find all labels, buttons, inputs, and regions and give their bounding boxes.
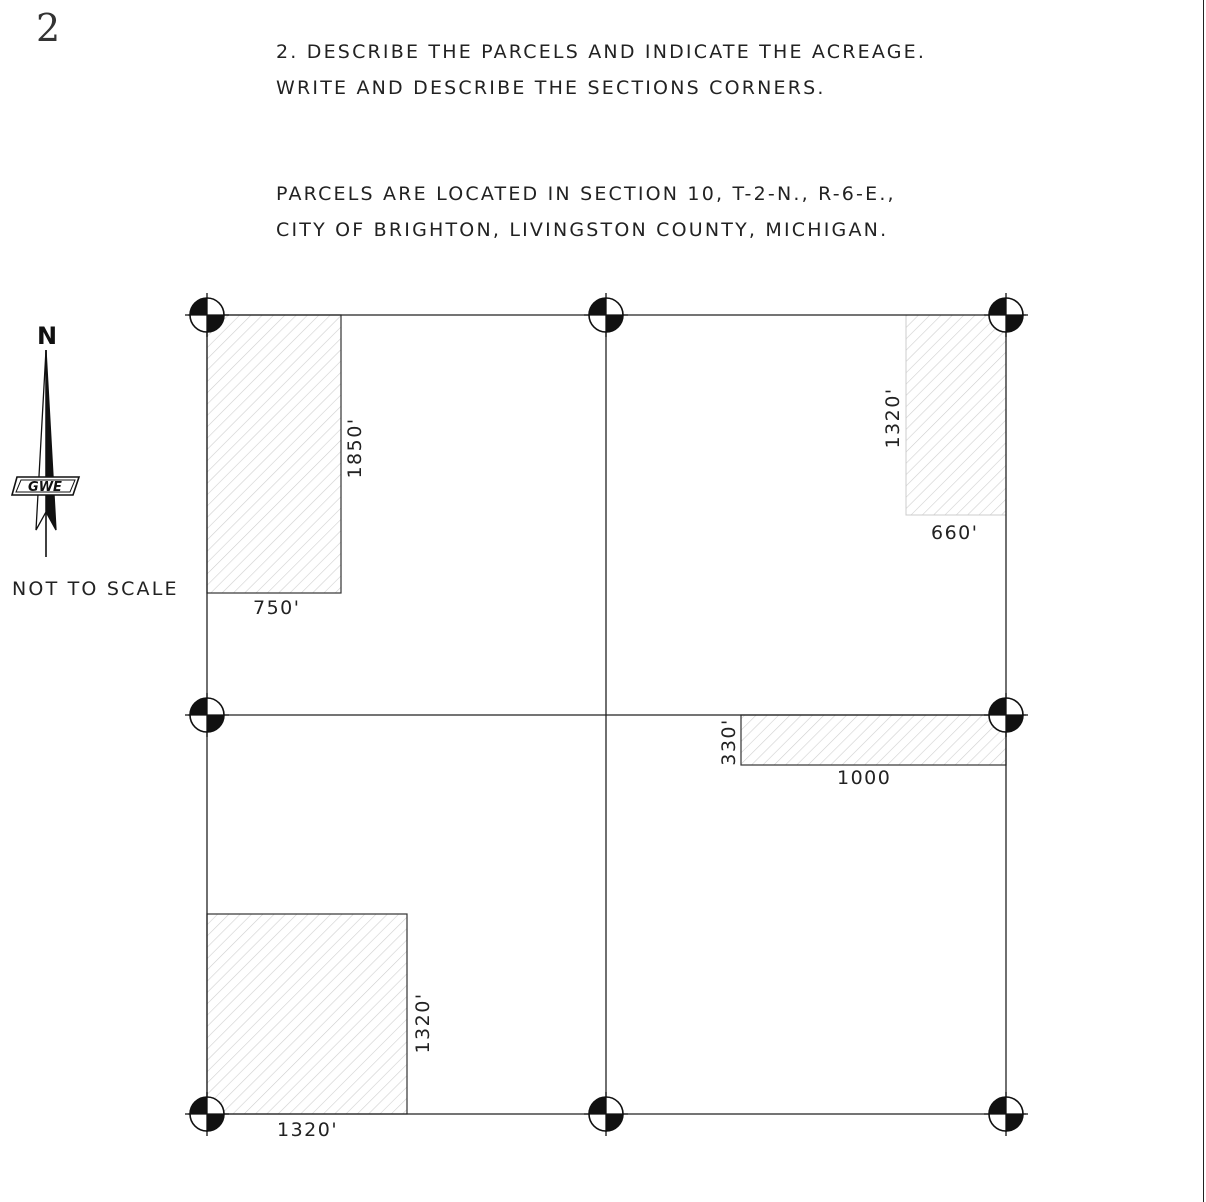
- parcel-ne-width-label: 660': [931, 522, 979, 544]
- north-letter: N: [36, 322, 58, 350]
- parcel-sw: [207, 914, 407, 1114]
- parcel-sw-width-label: 1320': [277, 1119, 339, 1141]
- parcel-ne-height-label: 1320': [882, 387, 904, 449]
- location-line-1: PARCELS ARE LOCATED IN SECTION 10, T-2-N., R-6-E.,: [276, 183, 896, 205]
- section-corner-w-quarter: [185, 693, 229, 737]
- parcel-nw: [207, 315, 341, 593]
- north-arrow-icon: [12, 322, 79, 557]
- not-to-scale-note: NOT TO SCALE: [12, 578, 179, 600]
- parcel-se: [741, 715, 1006, 765]
- north-arrow-logo: GWE: [28, 480, 62, 495]
- parcel-nw-width-label: 750': [253, 597, 301, 619]
- parcel-nw-height-label: 1850': [344, 417, 366, 479]
- parcel-ne: [906, 315, 1006, 515]
- parcel-se-height-label: 330': [718, 718, 740, 766]
- section-corner-s-quarter: [584, 1092, 628, 1136]
- location-line-2: CITY OF BRIGHTON, LIVINGSTON COUNTY, MICHIGAN.: [276, 219, 889, 241]
- section-corner-se: [984, 1092, 1028, 1136]
- page-number: 2: [36, 6, 61, 50]
- section-corner-n-quarter: [584, 293, 628, 337]
- parcel-se-width-label: 1000: [837, 767, 892, 789]
- parcel-sw-height-label: 1320': [412, 992, 434, 1054]
- question-line-1: 2. DESCRIBE THE PARCELS AND INDICATE THE ACREAGE.: [276, 41, 927, 63]
- question-line-2: WRITE AND DESCRIBE THE SECTIONS CORNERS.: [276, 77, 826, 99]
